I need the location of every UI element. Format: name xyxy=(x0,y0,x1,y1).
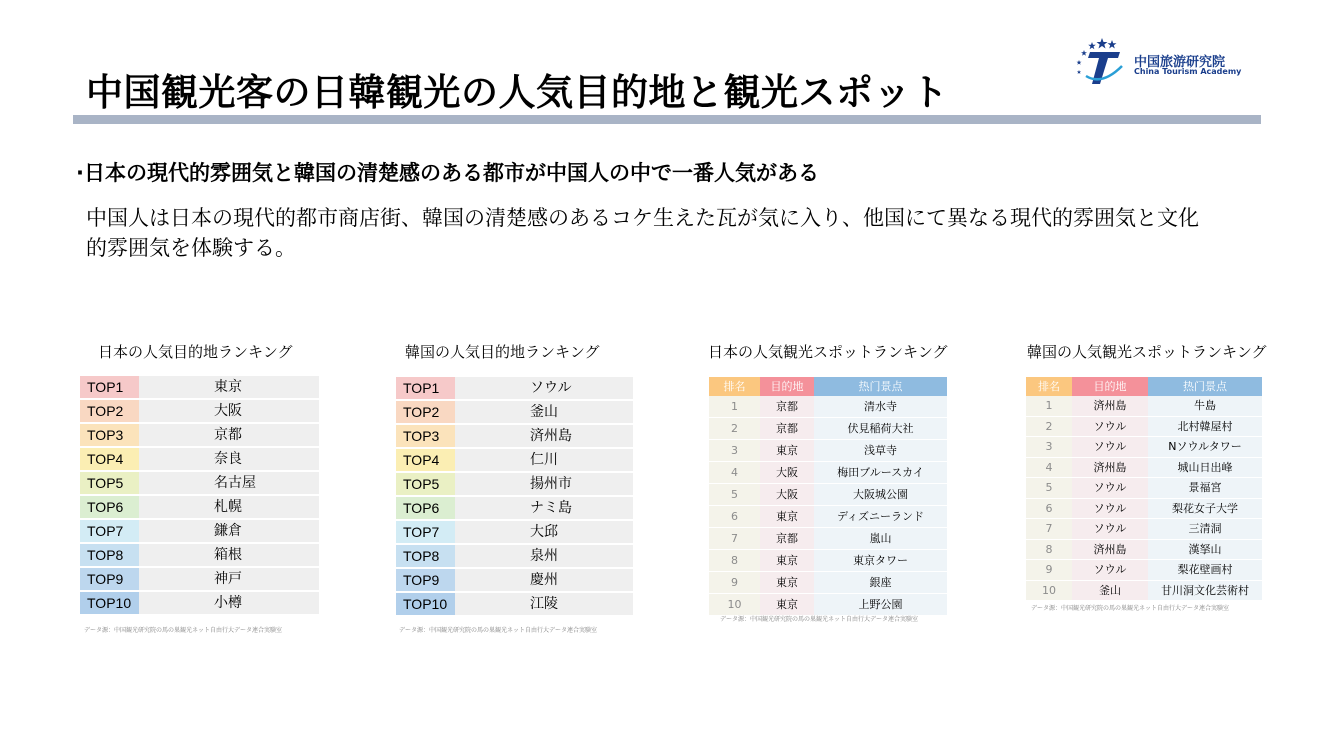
korea-spots-source: データ源：中国観光研究院の馬の巣観光ネット自由行大データ連合実験室 xyxy=(1031,605,1230,612)
destination-name: 東京 xyxy=(214,379,242,395)
rank-label: TOP7 xyxy=(80,520,139,542)
rank-label: TOP2 xyxy=(80,400,139,422)
destination-name: ソウル xyxy=(530,380,572,396)
japan-spots-table xyxy=(709,377,947,616)
japan-spots-title: 日本の人気観光スポットランキング xyxy=(708,343,948,361)
rank-label: TOP9 xyxy=(396,569,455,591)
spot-rank: 5 xyxy=(709,484,760,505)
destination-name: 慶州 xyxy=(530,572,558,588)
spot-name: 梨花壁画村 xyxy=(1148,560,1262,580)
spot-rank: 8 xyxy=(709,550,760,571)
spot-row xyxy=(709,484,947,506)
japan-destinations-table xyxy=(80,376,319,616)
spot-destination: 京都 xyxy=(760,396,814,417)
rank-label: TOP4 xyxy=(396,449,455,471)
rank-label: TOP5 xyxy=(80,472,139,494)
destination-name: 小樽 xyxy=(214,595,242,611)
spot-rank: 2 xyxy=(709,418,760,439)
spot-destination: 東京 xyxy=(760,506,814,527)
rank-label: TOP1 xyxy=(396,377,455,399)
ranking-row xyxy=(396,377,633,401)
spot-destination: ソウル xyxy=(1072,519,1148,539)
spot-name: Nソウルタワー xyxy=(1148,437,1262,457)
destination-name: 泉州 xyxy=(530,548,558,564)
spot-name: 梨花女子大学 xyxy=(1148,499,1262,519)
rank-label: TOP6 xyxy=(80,496,139,518)
rank-label: TOP9 xyxy=(80,568,139,590)
spot-row xyxy=(709,462,947,484)
spot-name: 浅草寺 xyxy=(814,440,947,461)
ranking-row xyxy=(80,424,319,448)
destination-header: 目的地 xyxy=(1072,377,1148,396)
spot-destination: ソウル xyxy=(1072,478,1148,498)
spot-name: 伏見稲荷大社 xyxy=(814,418,947,439)
spot-destination: 大阪 xyxy=(760,484,814,505)
spot-rank: 5 xyxy=(1026,478,1072,498)
spot-name: 清水寺 xyxy=(814,396,947,417)
spot-name: 漢拏山 xyxy=(1148,540,1262,560)
spot-destination: 済州島 xyxy=(1072,540,1148,560)
spot-name: 梅田ブルースカイ xyxy=(814,462,947,483)
logo-chinese-name: 中国旅游研究院 xyxy=(1134,55,1226,70)
rank-label: TOP1 xyxy=(80,376,139,398)
destination-name: 済州島 xyxy=(530,428,572,444)
ranking-row xyxy=(396,593,633,617)
korea-destinations-title: 韓国の人気目的地ランキング xyxy=(405,343,600,361)
spot-destination: 東京 xyxy=(760,550,814,571)
spot-name: 東京タワー xyxy=(814,550,947,571)
spot-rank: 1 xyxy=(1026,396,1072,416)
spot-destination: 東京 xyxy=(760,440,814,461)
ranking-row xyxy=(80,592,319,616)
korea-destinations-source: データ源：中国観光研究院の馬の巣観光ネット自由行大データ連合実験室 xyxy=(399,627,598,634)
spot-row xyxy=(1026,519,1262,540)
rank-label: TOP6 xyxy=(396,497,455,519)
page-title: 中国観光客の日韓観光の人気目的地と観光スポット xyxy=(86,71,949,114)
ranking-row xyxy=(396,425,633,449)
spot-rank: 6 xyxy=(1026,499,1072,519)
japan-destinations-source: データ源：中国観光研究院の馬の巣観光ネット自由行大データ連合実験室 xyxy=(84,627,283,634)
ranking-row xyxy=(80,568,319,592)
spot-name: 大阪城公園 xyxy=(814,484,947,505)
destination-header: 目的地 xyxy=(760,377,814,396)
destination-name: 名古屋 xyxy=(214,475,256,491)
spot-destination: 釜山 xyxy=(1072,581,1148,601)
spot-name: 上野公園 xyxy=(814,594,947,615)
destination-name: 揚州市 xyxy=(530,476,572,492)
tourism-academy-logo-icon xyxy=(1072,36,1128,86)
destination-name: 神戸 xyxy=(214,571,242,587)
spot-row xyxy=(709,440,947,462)
spot-row xyxy=(709,418,947,440)
rank-label: TOP8 xyxy=(396,545,455,567)
japan-destinations-title: 日本の人気目的地ランキング xyxy=(98,343,293,361)
spot-name: 銀座 xyxy=(814,572,947,593)
rank-label: TOP7 xyxy=(396,521,455,543)
rank-label: TOP3 xyxy=(396,425,455,447)
spot-name: 景福宮 xyxy=(1148,478,1262,498)
rank-label: TOP2 xyxy=(396,401,455,423)
academy-logo xyxy=(1072,36,1242,86)
spot-name: 嵐山 xyxy=(814,528,947,549)
spot-destination: 東京 xyxy=(760,572,814,593)
spot-row xyxy=(709,594,947,616)
spot-rank: 3 xyxy=(709,440,760,461)
spot-header: 热门景点 xyxy=(1148,377,1262,396)
rank-header: 排名 xyxy=(1026,377,1072,396)
ranking-row xyxy=(80,472,319,496)
destination-name: 大阪 xyxy=(214,403,242,419)
spot-rank: 8 xyxy=(1026,540,1072,560)
korea-spots-title: 韓国の人気観光スポットランキング xyxy=(1027,343,1267,361)
spot-destination: ソウル xyxy=(1072,499,1148,519)
spot-rank: 2 xyxy=(1026,417,1072,437)
spot-row xyxy=(1026,437,1262,458)
title-divider xyxy=(73,115,1261,124)
spot-destination: 東京 xyxy=(760,594,814,615)
ranking-row xyxy=(80,448,319,472)
spot-rank: 7 xyxy=(1026,519,1072,539)
korea-spots-table xyxy=(1026,377,1262,601)
spot-destination: ソウル xyxy=(1072,437,1148,457)
spot-table-header xyxy=(1026,377,1262,396)
ranking-row xyxy=(396,449,633,473)
spot-destination: ソウル xyxy=(1072,560,1148,580)
destination-name: 札幌 xyxy=(214,499,242,515)
ranking-row xyxy=(80,496,319,520)
spot-rank: 10 xyxy=(1026,581,1072,601)
spot-name: 牛島 xyxy=(1148,396,1262,416)
japan-spots-source: データ源：中国観光研究院の馬の巣観光ネット自由行大データ連合実験室 xyxy=(720,616,919,623)
destination-name: 大邱 xyxy=(530,524,558,540)
spot-rank: 6 xyxy=(709,506,760,527)
rank-label: TOP3 xyxy=(80,424,139,446)
destination-name: ナミ島 xyxy=(530,500,572,516)
spot-row xyxy=(709,396,947,418)
spot-name: 甘川洞文化芸術村 xyxy=(1148,581,1262,601)
bullet-heading: ·日本の現代的雰囲気と韓国の清楚感のある都市が中国人の中で一番人気がある xyxy=(76,161,819,185)
spot-rank: 10 xyxy=(709,594,760,615)
ranking-row xyxy=(396,473,633,497)
logo-english-name: China Tourism Academy xyxy=(1134,67,1242,76)
spot-name: 北村韓屋村 xyxy=(1148,417,1262,437)
spot-row xyxy=(709,506,947,528)
destination-name: 仁川 xyxy=(530,452,558,468)
ranking-row xyxy=(396,569,633,593)
spot-rank: 4 xyxy=(709,462,760,483)
spot-rank: 9 xyxy=(1026,560,1072,580)
spot-rank: 1 xyxy=(709,396,760,417)
spot-destination: ソウル xyxy=(1072,417,1148,437)
rank-label: TOP10 xyxy=(396,593,455,615)
spot-row xyxy=(709,550,947,572)
spot-name: ディズニーランド xyxy=(814,506,947,527)
rank-label: TOP10 xyxy=(80,592,139,614)
ranking-row xyxy=(80,544,319,568)
spot-name: 城山日出峰 xyxy=(1148,458,1262,478)
ranking-row xyxy=(396,545,633,569)
spot-row xyxy=(1026,396,1262,417)
spot-destination: 京都 xyxy=(760,418,814,439)
spot-destination: 京都 xyxy=(760,528,814,549)
ranking-row xyxy=(80,376,319,400)
ranking-row xyxy=(80,520,319,544)
spot-table-header xyxy=(709,377,947,396)
spot-row xyxy=(1026,499,1262,520)
rank-label: TOP4 xyxy=(80,448,139,470)
spot-row xyxy=(709,572,947,594)
destination-name: 京都 xyxy=(214,427,242,443)
destination-name: 鎌倉 xyxy=(214,523,242,539)
destination-name: 江陵 xyxy=(530,596,558,612)
spot-row xyxy=(709,528,947,550)
spot-row xyxy=(1026,540,1262,561)
body-paragraph: 中国人は日本の現代的都市商店街、韓国の清楚感のあるコケ生えた瓦が気に入り、他国にて異なる現代的雰囲気と文化的雰囲気を体験する。 xyxy=(86,206,1199,260)
ranking-row xyxy=(396,521,633,545)
spot-rank: 4 xyxy=(1026,458,1072,478)
destination-name: 釜山 xyxy=(530,404,558,420)
destination-name: 奈良 xyxy=(214,451,242,467)
spot-header: 热门景点 xyxy=(814,377,947,396)
spot-row xyxy=(1026,581,1262,602)
spot-rank: 3 xyxy=(1026,437,1072,457)
spot-rank: 7 xyxy=(709,528,760,549)
spot-row xyxy=(1026,478,1262,499)
rank-label: TOP5 xyxy=(396,473,455,495)
spot-destination: 大阪 xyxy=(760,462,814,483)
rank-label: TOP8 xyxy=(80,544,139,566)
destination-name: 箱根 xyxy=(214,547,242,563)
spot-destination: 済州島 xyxy=(1072,396,1148,416)
spot-row xyxy=(1026,417,1262,438)
ranking-row xyxy=(80,400,319,424)
spot-destination: 済州島 xyxy=(1072,458,1148,478)
rank-header: 排名 xyxy=(709,377,760,396)
ranking-row xyxy=(396,401,633,425)
ranking-row xyxy=(396,497,633,521)
spot-name: 三清洞 xyxy=(1148,519,1262,539)
korea-destinations-table xyxy=(396,377,633,617)
spot-row xyxy=(1026,458,1262,479)
spot-row xyxy=(1026,560,1262,581)
spot-rank: 9 xyxy=(709,572,760,593)
